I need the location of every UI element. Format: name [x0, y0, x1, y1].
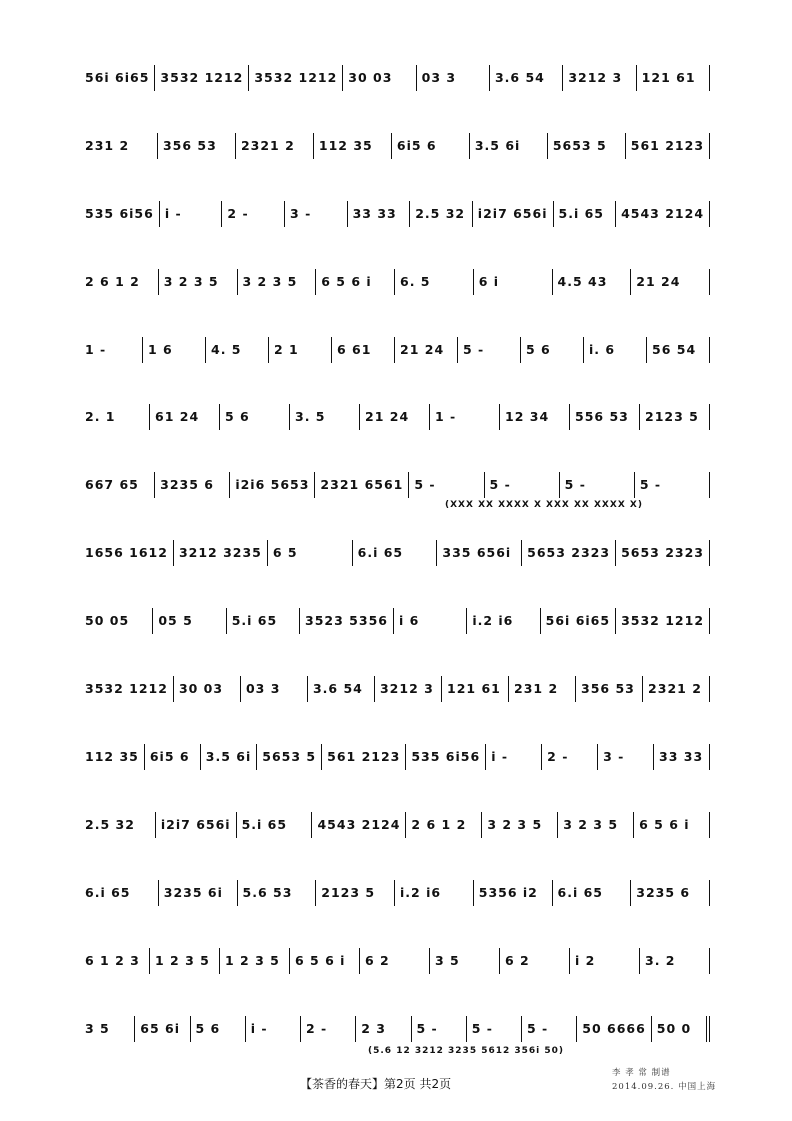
measure: 6i5 6: [145, 744, 201, 770]
measure: 3 -: [598, 744, 654, 770]
measure: 6.i 65: [85, 880, 159, 906]
measure: 3212 3235: [174, 540, 268, 566]
measure: 2 -: [542, 744, 598, 770]
measure: 2321 2: [236, 133, 314, 159]
measure: 4543 2124: [616, 201, 710, 227]
measure: 6 5 6 i: [316, 269, 395, 295]
measure: 5.i 65: [554, 201, 617, 227]
measure: i 2: [570, 948, 640, 974]
score-line: [85, 397, 710, 437]
measure: 2 -: [301, 1016, 356, 1042]
measure: 2321 6561: [315, 472, 409, 498]
accompaniment-line: (5.6 12 3212 3235 5612 356i 50): [368, 1046, 565, 1056]
measure: 5 -: [412, 1016, 467, 1042]
credit-date: 2014.09.26. 中国上海: [612, 1082, 717, 1092]
measure: 3. 2: [640, 948, 710, 974]
measure: 5653 2323: [522, 540, 616, 566]
measure: i -: [160, 201, 223, 227]
credit-name: 李 孝 常 制谱: [612, 1068, 671, 1078]
measure: 21 24: [360, 404, 430, 430]
measure: 5.6 53: [238, 880, 317, 906]
measure: 3 2 3 5: [159, 269, 238, 295]
measure: 6.i 65: [553, 880, 632, 906]
measure: 21 24: [395, 337, 458, 363]
measure: 3532 1212: [155, 65, 249, 91]
measure: 5 -: [635, 472, 710, 498]
score-line: [85, 465, 710, 505]
measure: 65 6i: [135, 1016, 190, 1042]
measure: 5 6: [521, 337, 584, 363]
score-line: [85, 601, 710, 641]
measure: 356 53: [158, 133, 236, 159]
measure: 3 -: [285, 201, 348, 227]
measure: 1 2 3 5: [150, 948, 220, 974]
measure: 33 33: [348, 201, 411, 227]
measure: 3523 5356: [300, 608, 394, 634]
measure: 03 3: [417, 65, 490, 91]
measure: 61 24: [150, 404, 220, 430]
measure: 3212 3: [375, 676, 442, 702]
measure: 5 6: [191, 1016, 246, 1042]
measure: 30 03: [174, 676, 241, 702]
measure: 3 2 3 5: [238, 269, 317, 295]
measure: 3532 1212: [616, 608, 710, 634]
measure: 3235 6: [631, 880, 710, 906]
measure: 12 34: [500, 404, 570, 430]
measure: 5653 2323: [616, 540, 710, 566]
score-line: [85, 737, 710, 777]
measure: 5 6: [220, 404, 290, 430]
measure: 56i 6i65: [85, 65, 155, 91]
measure: i.2 i6: [467, 608, 540, 634]
measure: 1 -: [85, 337, 143, 363]
measure: 33 33: [654, 744, 710, 770]
measure: 561 2123: [322, 744, 406, 770]
measure: i -: [486, 744, 542, 770]
measure: 21 24: [631, 269, 710, 295]
measure: i -: [246, 1016, 301, 1042]
measure: 112 35: [85, 744, 145, 770]
measure: 3 2 3 5: [558, 812, 634, 838]
score-line: [85, 58, 710, 98]
measure: 6 5 6 i: [290, 948, 360, 974]
score-line: [85, 669, 710, 709]
measure: 2. 1: [85, 404, 150, 430]
measure: 1656 1612: [85, 540, 174, 566]
measure: 5 -: [560, 472, 635, 498]
score-line: [85, 126, 710, 166]
score-line: [85, 533, 710, 573]
percussion-line: (XXX XX XXXX X XXX XX XXXX X): [445, 500, 643, 510]
measure: 5.i 65: [227, 608, 300, 634]
measure: 2 -: [222, 201, 285, 227]
measure: 6 i: [474, 269, 553, 295]
measure: 3.5 6i: [201, 744, 257, 770]
measure: i.2 i6: [395, 880, 474, 906]
measure: 6 2: [360, 948, 430, 974]
measure: 3235 6: [155, 472, 230, 498]
measure: 6 5 6 i: [634, 812, 710, 838]
measure: 5 -: [409, 472, 484, 498]
measure: 5 -: [485, 472, 560, 498]
measure: 2123 5: [640, 404, 710, 430]
measure: 56 54: [647, 337, 710, 363]
measure: 50 0: [652, 1016, 710, 1042]
measure: 2 3: [356, 1016, 411, 1042]
measure: 3235 6i: [159, 880, 238, 906]
measure: 1 2 3 5: [220, 948, 290, 974]
measure: 5 -: [522, 1016, 577, 1042]
measure: 121 61: [442, 676, 509, 702]
measure: 6 1 2 3: [85, 948, 150, 974]
score-line: [85, 941, 710, 981]
score-line: [85, 805, 710, 845]
measure: 231 2: [85, 133, 158, 159]
measure: 2 6 1 2: [85, 269, 159, 295]
measure: 535 6i56: [406, 744, 486, 770]
measure: 561 2123: [626, 133, 710, 159]
measure: 2.5 32: [410, 201, 473, 227]
measure: 3532 1212: [85, 676, 174, 702]
measure: 5.i 65: [237, 812, 313, 838]
measure: 3212 3: [563, 65, 636, 91]
measure: 3532 1212: [249, 65, 343, 91]
measure: 30 03: [343, 65, 416, 91]
measure: 5 -: [458, 337, 521, 363]
measure: 2123 5: [316, 880, 395, 906]
measure: 4.5 43: [553, 269, 632, 295]
measure: 6 61: [332, 337, 395, 363]
measure: 556 53: [570, 404, 640, 430]
score-line: [85, 194, 710, 234]
measure: 3.6 54: [490, 65, 563, 91]
score-line: [85, 330, 710, 370]
measure: 2 6 1 2: [406, 812, 482, 838]
score-line: [85, 1009, 710, 1049]
measure: 5653 5: [257, 744, 322, 770]
measure: 50 05: [85, 608, 153, 634]
measure: 6 2: [500, 948, 570, 974]
measure: 3.6 54: [308, 676, 375, 702]
measure: 2 1: [269, 337, 332, 363]
measure: 50 6666: [577, 1016, 652, 1042]
measure: 3 5: [430, 948, 500, 974]
measure: 5653 5: [548, 133, 626, 159]
measure: 05 5: [153, 608, 226, 634]
measure: 6. 5: [395, 269, 474, 295]
measure: 112 35: [314, 133, 392, 159]
score-line: [85, 262, 710, 302]
measure: i 6: [394, 608, 467, 634]
measure: 03 3: [241, 676, 308, 702]
measure: 3.5 6i: [470, 133, 548, 159]
measure: 6.i 65: [353, 540, 438, 566]
score-line: [85, 873, 710, 913]
measure: 5 -: [467, 1016, 522, 1042]
measure: i2i7 656i: [156, 812, 237, 838]
measure: 3 2 3 5: [482, 812, 558, 838]
measure: 3. 5: [290, 404, 360, 430]
measure: 1 6: [143, 337, 206, 363]
measure: 4. 5: [206, 337, 269, 363]
measure: 6 5: [268, 540, 353, 566]
measure: 667 65: [85, 472, 155, 498]
measure: 3 5: [85, 1016, 135, 1042]
measure: 4543 2124: [312, 812, 406, 838]
measure: 2.5 32: [85, 812, 156, 838]
measure: 1 -: [430, 404, 500, 430]
measure: i2i7 656i: [473, 201, 554, 227]
measure: i2i6 5653: [230, 472, 315, 498]
measure: 2321 2: [643, 676, 710, 702]
measure: 121 61: [637, 65, 710, 91]
measure: 535 6i56: [85, 201, 160, 227]
measure: 356 53: [576, 676, 643, 702]
measure: 56i 6i65: [541, 608, 616, 634]
footer-title: 【茶香的春天】第2页 共2页: [300, 1077, 452, 1091]
measure: i. 6: [584, 337, 647, 363]
measure: 231 2: [509, 676, 576, 702]
measure: 335 656i: [437, 540, 522, 566]
measure: 6i5 6: [392, 133, 470, 159]
measure: 5356 i2: [474, 880, 553, 906]
